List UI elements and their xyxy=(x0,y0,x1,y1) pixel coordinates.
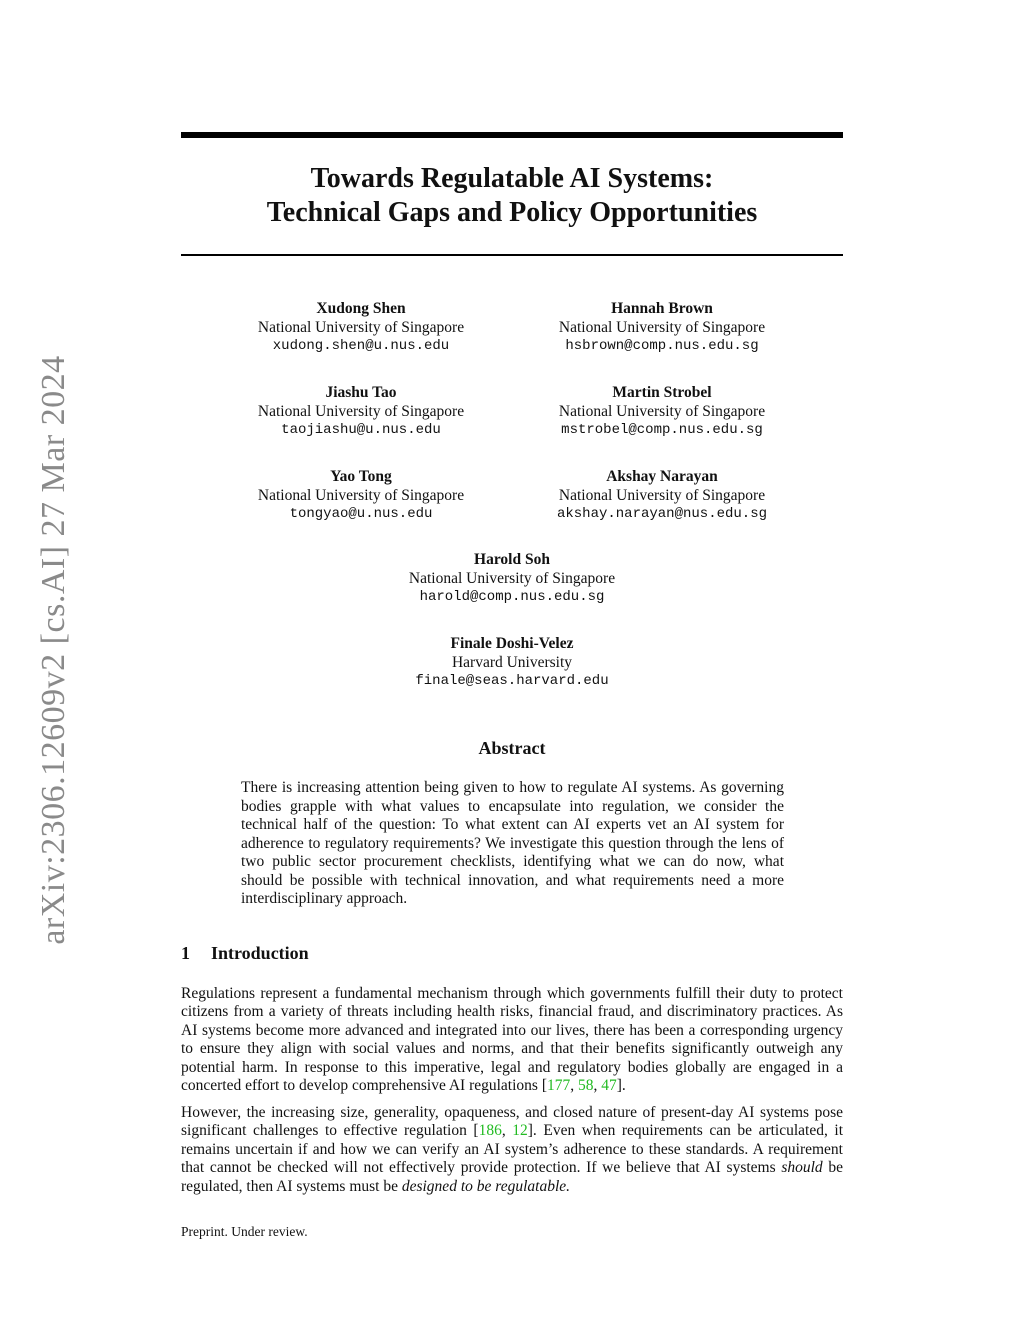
author-email[interactable]: mstrobel@comp.nus.edu.sg xyxy=(561,422,763,438)
intro-paragraph-1 xyxy=(181,985,843,1095)
emphasis-regulatable: designed to be regulatable. xyxy=(401,1177,571,1195)
author-affiliation: Harvard University xyxy=(451,653,573,671)
citation-link[interactable]: 12 xyxy=(512,1122,528,1140)
author-name: Akshay Narayan xyxy=(606,468,718,485)
citation-link[interactable]: 186 xyxy=(478,1122,502,1140)
citation-link[interactable]: 58 xyxy=(577,1077,594,1095)
author-email[interactable]: tongyao@u.nus.edu xyxy=(289,506,433,522)
title-line-2: Technical Gaps and Policy Opportunities xyxy=(266,197,758,228)
title-line-1: Towards Regulatable AI Systems: xyxy=(310,163,714,194)
paragraph-text: ]. Even when requirements can be articulated, it remains uncertain if and how we can verify an AI system’s adherence to these standards. A requirement that cannot be checked will not effectively provide protection. If we believe that AI systems xyxy=(181,1122,844,1177)
author-email[interactable]: xudong.shen@u.nus.edu xyxy=(272,338,450,354)
author-block xyxy=(362,635,662,691)
preprint-note: Preprint. Under review. xyxy=(181,1224,308,1239)
author-affiliation: National University of Singapore xyxy=(257,486,465,504)
author-block xyxy=(512,468,812,524)
author-email[interactable]: hsbrown@comp.nus.edu.sg xyxy=(565,338,759,354)
author-name: Finale Doshi-Velez xyxy=(450,635,574,652)
paragraph-text: However, the increasing size, generality, opaqueness, and closed nature of present-day AI systems pose significant challenges to effective regulation [ xyxy=(181,1104,843,1140)
author-block xyxy=(512,384,812,440)
author-block xyxy=(211,384,511,440)
section-number: 1 xyxy=(181,943,190,963)
abstract-heading: Abstract xyxy=(478,738,546,758)
abstract-text: There is increasing attention being given to how to regulate AI systems. As governing bodies grapple with what values to encapsulate into regulation, we consider the technical half of the question: To what extent can AI experts vet an AI system for adherence to regulatory requirements? We investigate this question through the lens of two public sector procurement checklists, identifying what we can do now, what should be possible with technical innovation, and what requirements need a more interdisciplinary approach. xyxy=(241,779,784,907)
author-email[interactable]: finale@seas.harvard.edu xyxy=(415,673,609,689)
author-name: Jiashu Tao xyxy=(325,384,397,401)
arxiv-identifier-stamp: arXiv:2306.12609v2 [cs.AI] 27 Mar 2024 xyxy=(35,355,72,945)
author-affiliation: National University of Singapore xyxy=(408,569,616,587)
author-name: Hannah Brown xyxy=(611,300,713,317)
author-block xyxy=(362,551,662,607)
author-affiliation: National University of Singapore xyxy=(558,318,766,336)
section-title: Introduction xyxy=(211,943,309,963)
paragraph-text-end: ]. xyxy=(616,1077,626,1095)
title-top-rule xyxy=(181,132,843,138)
author-email[interactable]: akshay.narayan@nus.edu.sg xyxy=(556,506,768,522)
paper-title xyxy=(181,162,843,230)
author-name: Xudong Shen xyxy=(316,300,406,317)
citation-link[interactable]: 47 xyxy=(601,1077,617,1095)
author-block xyxy=(211,468,511,524)
author-affiliation: National University of Singapore xyxy=(257,318,465,336)
citation-separator: , xyxy=(501,1122,513,1140)
author-name: Harold Soh xyxy=(474,551,550,568)
author-email[interactable]: harold@comp.nus.edu.sg xyxy=(419,589,605,605)
author-affiliation: National University of Singapore xyxy=(558,486,766,504)
author-affiliation: National University of Singapore xyxy=(558,402,766,420)
author-email[interactable]: taojiashu@u.nus.edu xyxy=(281,422,441,438)
author-block xyxy=(211,300,511,356)
title-bottom-rule xyxy=(181,254,843,256)
author-block xyxy=(512,300,812,356)
intro-paragraph-2 xyxy=(181,1104,843,1196)
paragraph-text: be regulated, then AI systems must be xyxy=(181,1159,843,1195)
author-name: Martin Strobel xyxy=(612,384,712,401)
emphasis-should: should xyxy=(781,1159,823,1177)
author-name: Yao Tong xyxy=(330,468,392,485)
paragraph-text: Regulations represent a fundamental mechanism through which governments fulfill their duty to protect citizens from a variety of threats including health risks, financial fraud, and discriminatory practices. As AI systems become more advanced and integrated into our lives, there has been a corresponding urgency to ensure they align with social values and norms, and that their benefits significantly outweigh any potential harm. In response to this imperative, legal and regulatory bodies globally are engaged in a concerted effort to develop comprehensive AI regulations [ xyxy=(181,985,843,1095)
author-affiliation: National University of Singapore xyxy=(257,402,465,420)
citation-separator: , xyxy=(570,1077,578,1095)
citation-separator: , xyxy=(593,1077,602,1095)
section-heading xyxy=(181,943,309,964)
citation-link[interactable]: 177 xyxy=(546,1077,571,1095)
